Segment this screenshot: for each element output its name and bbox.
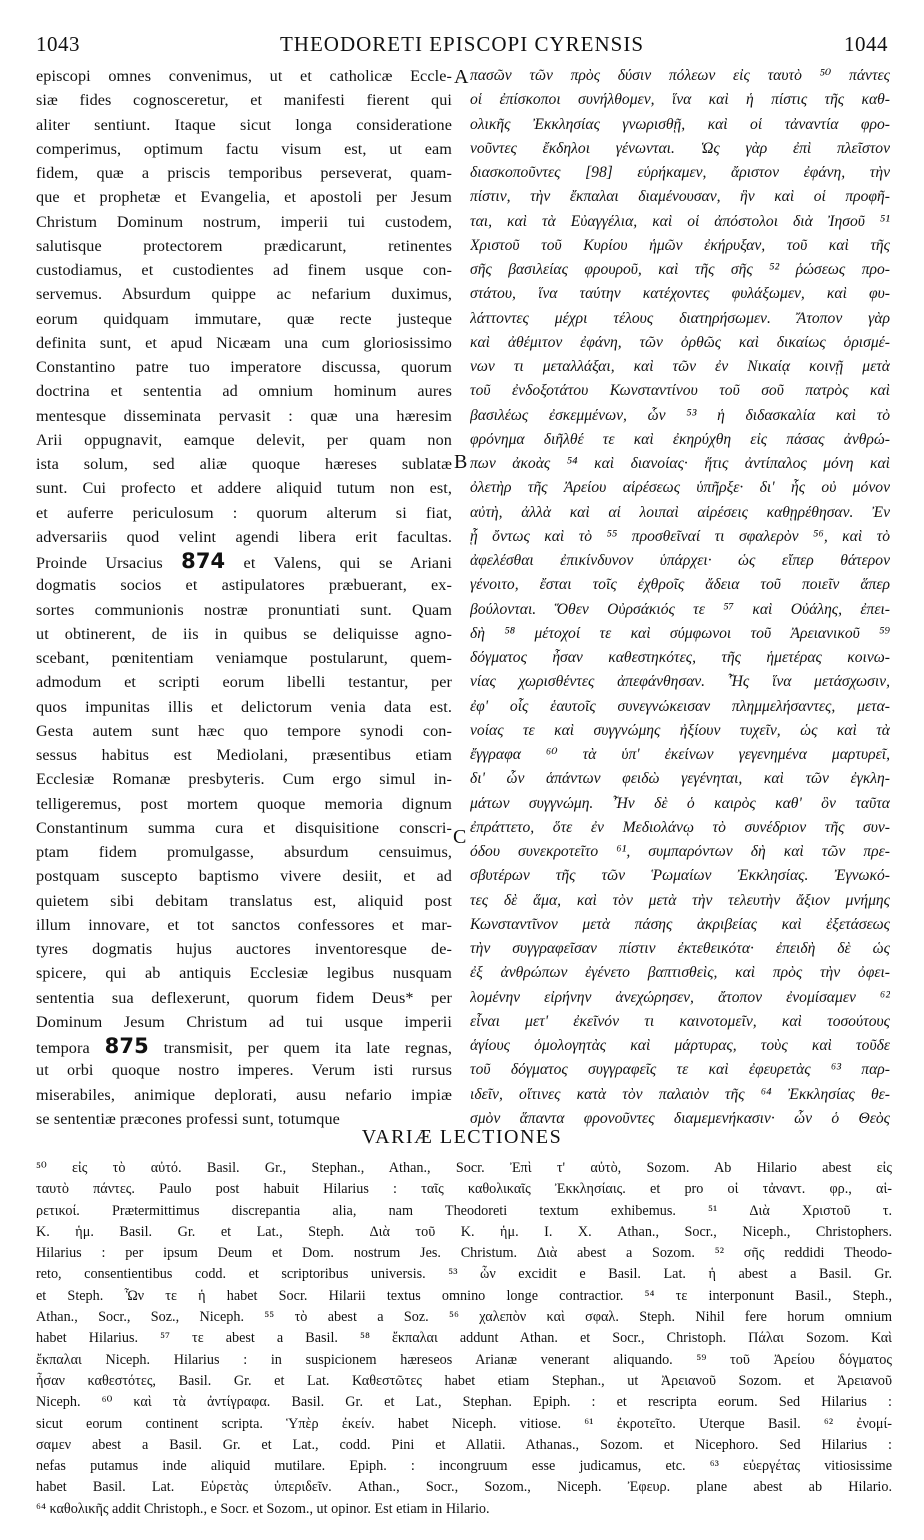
- latin-text-line: tyres dogmatis hujus auctores inventoresque de-: [36, 940, 452, 958]
- greek-text-line: λάττοντες μέχρι τέλους διατηρήσωμεν. Ἄτοπον γὰρ: [470, 309, 890, 327]
- variae-lectiones-notes: [36, 1158, 892, 1520]
- greek-text-line: ἀφελέσθαι ἐπικίνδυνον ὑπάρχει· ὡς εἴπερ θάτερον: [470, 552, 890, 569]
- latin-text-line: aliter sentiunt. Itaque sicut longa consideratione: [36, 115, 452, 134]
- greek-text-line: γένοιτο, ἔσται τοῖς ἐχθροῖς ἄδεια τοῦ ποιεῖν ἅπερ: [470, 576, 890, 594]
- margin-marker-b: B: [454, 451, 468, 473]
- variant-note-line: Hilarius : per ipsum Deum et Dom. nostrum Jes. Christum. Διὰ abest a Sozom. ⁵² σῆς reddidi Theodo-: [36, 1245, 892, 1262]
- latin-text-line: ista solum, sed aliæ quoque hæreses sublatæ: [36, 455, 452, 473]
- text-run: transmisit, per quem ita late regnas,: [148, 1039, 452, 1057]
- greek-text-line: καὶ ἀθέμιτον ἐφάνη, τῶν ὀρθῶς καὶ δικαίως ὁρισμέ-: [470, 333, 890, 351]
- latin-text-line: sententia sua deflexerunt, quorum fidem Deus* per: [36, 988, 452, 1007]
- greek-text-line: διασκοποῦντες [98] εὑρήκαμεν, ἄριστον ἐφάνη, τὴν: [470, 164, 890, 181]
- latin-text-line: ut obtinerent, de iis in quibus se deliquisse agno-: [36, 624, 452, 643]
- greek-text-line: πων ἀκοὰς ⁵⁴ καὶ διανοίας· ἥτις ἀντίπαλος μόνη καὶ: [470, 455, 890, 472]
- column-number-marker: 874: [181, 549, 226, 573]
- variant-note-line: ἦσαν καθεστότες, Basil. Gr. et Lat. Καθεστῶτες habet etiam Stephan., ut Ἀρειανοῦ Sozom. et Ἀρειανοῦ: [36, 1372, 892, 1389]
- greek-text-line: εἶναι μετ' ἐκεῖνόν τι καινοτομεῖν, καὶ τοσούτους: [470, 1012, 890, 1030]
- greek-text-line: πίστιν, τὴν ἔκπαλαι διαμένουσαν, ἣν καὶ οἱ προφῆ-: [470, 188, 890, 206]
- greek-text-line: τοῦ ἐνδοξοτάτου Κωνσταντίνου τοῦ σοῦ πατρὸς καὶ: [470, 382, 890, 400]
- latin-text-line: [36, 549, 452, 573]
- latin-text-line: que et prophetæ et Evangelia, et apostoli per Jesum: [36, 188, 452, 207]
- latin-text-line: eorum quidquam immutare, quæ recte justeque: [36, 309, 452, 328]
- variant-note-line: ταυτὸ πάντες. Paulo post habuit Hilarius : ταῖς καθολικαῖς Ἐκκλησίαις. et pro οἱ τἀναντ. φρ., αἱ-: [36, 1181, 892, 1198]
- latin-text-line: scebant, pœnitentiam veniamque postularunt, quem-: [36, 649, 452, 667]
- greek-text-line: ἔγγραφα ⁶⁰ τὰ ὑπ' ἐκείνων γεγενημένα μαρτυρεῖ,: [470, 746, 890, 763]
- greek-text-line: τες δὲ ἅμα, καὶ τὸν μετὰ τὴν τελευτὴν ἄξιον μνήμης: [470, 891, 890, 909]
- page-title: THEODORETI EPISCOPI CYRENSIS: [279, 32, 645, 56]
- latin-text-line: Constantinum summa cura et disquisitione conscri-: [36, 818, 452, 837]
- latin-text-line: telligeremus, post mortem quoque memoria dignum: [36, 794, 452, 813]
- greek-text-line: τὴν συγγραφεῖσαν πίστιν ἐκτεθεικότα· ἐπειδὴ δὲ ὡς: [470, 940, 890, 957]
- running-head: [36, 32, 888, 58]
- latin-text-line: miserabiles, animique deplorati, ausu nefario impiæ: [36, 1085, 452, 1104]
- greek-text-line: μάτων συγγνώμη. Ἦν δὲ ὁ καιρὸς καθ' ὃν ταῦτα: [470, 794, 890, 812]
- text-run: tempora: [36, 1039, 105, 1057]
- page-number-right: 1044: [844, 32, 888, 56]
- greek-text-line: φρόνημα διῆλθέ τε καὶ ἐκηρύχθη εἰς πάσας ἀνθρώ-: [470, 430, 890, 448]
- latin-text-line: ptam fidem promulgasse, absurdum censuimus,: [36, 843, 452, 861]
- greek-text-line: δι' ὧν ἁπάντων φειδὼ γεγένηται, καὶ τῶν ἐγκλη-: [470, 770, 890, 788]
- greek-text-line: ὀλετὴρ τῆς Ἀρείου αἱρέσεως ὑπῆρξε· δι' ἧς οὐ μόνον: [470, 479, 890, 497]
- greek-text-line: σβυτέρων τῆς τῶν Ῥωμαίων Ἐκκλησίας. Ἐγνωκό-: [470, 867, 890, 885]
- latin-text-line: ut orbi quoque nostro imperes. Verum isti rursus: [36, 1061, 452, 1080]
- greek-text-line: νίας χωρισθέντες ἀπεφάνθησαν. Ἧς ἵνα μετάσχωσιν,: [470, 673, 890, 691]
- latin-text-line: dogmatis socios et astipulatores præbuerant, ex-: [36, 576, 452, 595]
- greek-text-column: [470, 64, 890, 1131]
- variant-note-line: habet Hilarius. ⁵⁷ τε abest a Basil. ⁵⁸ ἔκπαλαι addunt Athan. et Socr., Christoph. Πάλαι Sozom. Καὶ: [36, 1330, 892, 1347]
- latin-text-column: [36, 64, 452, 1131]
- greek-text-line: Χριστοῦ τοῦ Κυρίου ἡμῶν ἐκήρυξαν, τοῦ καὶ τῆς: [470, 236, 890, 254]
- latin-text-line: quietem sibi debitam translatus est, aliquid post: [36, 891, 452, 910]
- variant-note-line: ἔκπαλαι Niceph. Hilarius : in suspicionem hæreseos Arianæ venerant aliquando. ⁵⁹ τοῦ Ἀρείου δόγματος: [36, 1351, 892, 1368]
- greek-text-line: νων τι μεταλλάξαι, καὶ τῶν ἐν Νικαίᾳ κοινῇ μετὰ: [470, 358, 890, 375]
- latin-text-line: admodum et scripti eorum libelli testantur, per: [36, 673, 452, 692]
- latin-text-line: et auferre periculosum : quorum alterum si fiat,: [36, 503, 452, 522]
- latin-text-line: sortes communionis nostræ pronuntiati sunt. Quam: [36, 600, 452, 619]
- latin-text-line: sunt. Cui profecto et addere aliquid tutum non est,: [36, 479, 452, 498]
- greek-text-line: όδου συνεκροτεῖτο ⁶¹, συμπαρόντων δὴ καὶ τῶν πρε-: [470, 843, 890, 860]
- latin-text-line: adversariis quod velint agendi libera erit facultas.: [36, 527, 452, 546]
- latin-text-line: Christum Dominum nostrum, imperii tui custodem,: [36, 212, 452, 231]
- latin-text-line: postquam suscepto baptismo vivere desiit, et ad: [36, 867, 452, 886]
- latin-text-line: spicere, qui ab antiquis Ecclesiæ legibus nusquam: [36, 964, 452, 983]
- latin-text-line: doctrina et sententia ad omnium hominum aures: [36, 382, 452, 401]
- greek-text-line: ιδεῖν, οἵτινες κατὰ τὸν παλαιὸν τῆς ⁶⁴ Ἐκκλησίας θε-: [470, 1085, 890, 1103]
- greek-text-line: στάτου, ἵνα ταύτην κατέχοντες φυλάξωμεν, καὶ φυ-: [470, 285, 890, 303]
- variant-note-line: habet Basil. Lat. Εὑρετὰς ὑπεριδεῖν. Athan., Socr., Sozom., Niceph. Ἐφευρ. plane abest ab Hilario.: [36, 1479, 892, 1496]
- greek-text-line: ολικῆς Ἐκκλησίας γνωρισθῇ, καὶ οἱ τἀναντία φρο-: [470, 115, 890, 133]
- greek-text-line: τοῦ δόγματος συγγραφεῖς τε καὶ ἐφευρετὰς ⁶³ παρ-: [470, 1061, 890, 1079]
- text-run: et Valens, qui se Ariani: [225, 554, 452, 572]
- greek-text-line: ᾗ ὄντως καὶ τὸ ⁵⁵ προσθεῖναί τι σφαλερὸν ⁵⁶, καὶ τὸ: [470, 527, 890, 545]
- latin-text-line: mentesque disseminata pervasit : quæ una hæresim: [36, 406, 452, 425]
- variant-note-line: ⁵⁰ εἰς τὸ αὐτό. Basil. Gr., Stephan., Athan., Socr. Ἐπὶ τ' αὐτὸ, Sozom. Ab Hilario abest εἰς: [36, 1160, 892, 1176]
- greek-text-line: νοίας τε καὶ συγγνώμης ἠξίουν τυχεῖν, ὡς καὶ τὰ: [470, 721, 890, 739]
- greek-text-line: ἐξ ἀνθρώπων ἐγένετο βαπτισθεὶς, καὶ πρὸς τὴν ὀφει-: [470, 964, 890, 982]
- latin-text-line: salutisque protectorem prædicarunt, retinentes: [36, 236, 452, 255]
- variant-note-line: reto, consentientibus codd. et scriptoribus universis. ⁵³ ὧν excidit e Basil. Lat. ἡ abest a Basil. Gr.: [36, 1266, 892, 1283]
- text-run: Proinde Ursacius: [36, 554, 182, 572]
- page-number-left: 1043: [36, 32, 80, 56]
- greek-text-line: Κωνσταντῖνον μετὰ πάσης ἀκριβείας καὶ ἐξετάσεως: [470, 915, 890, 933]
- column-number-marker: 875: [104, 1034, 149, 1058]
- variant-note-line: et Steph. Ὧν τε ἡ habet Socr. Hilarii textus omnino longe contractior. ⁵⁴ τε interponunt Basil., Steph.,: [36, 1287, 892, 1304]
- variant-note-line: Κ. ἡμ. Basil. Gr. et Lat., Steph. Διὰ τοῦ Κ. ἡμ. Ι. Χ. Athan., Socr., Niceph., Christophers.: [36, 1223, 892, 1240]
- latin-text-line: episcopi omnes convenimus, ut et catholicæ Eccle-: [36, 67, 452, 85]
- variant-note-line: Niceph. ⁶⁰ καὶ τὰ ἀντίγραφα. Basil. Gr. et Lat., Stephan. Epiph. : et rescripta eorum. Sed Hilarius :: [36, 1394, 892, 1411]
- variant-note-line: nefas putamus inde aliquid mutilare. Epiph. : incongruum esse judicamus, etc. ⁶³ εὐεργέτας vitiosissime: [36, 1458, 892, 1475]
- margin-marker-a: A: [454, 66, 469, 88]
- greek-text-line: ἐπράττετο, ὅτε ἐν Μεδιολάνῳ τὸ συνέδριον τῆς συν-: [470, 818, 890, 836]
- latin-text-line: fidem, quæ a priscis temporibus perseverat, quam-: [36, 164, 452, 182]
- greek-text-line: σῆς βασιλείας φρουροῦ, καὶ τῆς σῆς ⁵² ῥώσεως προ-: [470, 261, 890, 278]
- variant-note-line: Athan., Socr., Soz., Niceph. ⁵⁵ τὸ abest a Soz. ⁵⁶ χαλεπὸν καὶ σφαλ. Steph. Nihil fere horum omnium: [36, 1309, 892, 1326]
- greek-text-line: σμὸν ἅπαντα φρονοῦντες διαμεμενήκασιν· ὧν ὁ Θεὸς: [470, 1109, 890, 1127]
- greek-text-line: βούλονται. Ὅθεν Οὐρσάκιός τε ⁵⁷ καὶ Οὐάλης, ἐπει-: [470, 600, 890, 618]
- greek-text-line: ἐφ' οἷς ἑαυτοῖς συνεγνώκεισαν πλημμελήσαντες, μετα-: [470, 697, 890, 715]
- greek-text-line: βασιλέως ἐσκεμμένων, ὧν ⁵³ ἡ διδασκαλία καὶ τὸ: [470, 406, 890, 424]
- latin-text-line: servemus. Absurdum quippe ac nefarium duximus,: [36, 285, 452, 304]
- greek-text-line: δόγματος ἦσαν καθεστηκότες, τῆς ἡμετέρας κοινω-: [470, 649, 890, 666]
- greek-text-line: αὐτὴ, ἀλλὰ καὶ αἱ λοιπαὶ αἱρέσεις καθῃρέθησαν. Ἐν: [470, 503, 890, 521]
- variant-note-line: σαμεν abest a Basil. Gr. et Lat., codd. Pini et Allatii. Athanas., Sozom. et Nicephoro. Sed Hilarius :: [36, 1436, 892, 1453]
- greek-text-line: λομένην εἰρήνην ἀνεχώρησεν, ἄτοπον ἐνομίσαμεν ⁶²: [470, 988, 890, 1006]
- greek-text-line: ἁγίους ὁμολογητὰς καὶ μάρτυρας, τοὺς καὶ τοῦδε: [470, 1037, 890, 1054]
- variant-note-line: ρετικοί. Prætermittimus discrepantia alia, nam Theodoreti textum exhibemus. ⁵¹ Διὰ Χριστοῦ τ.: [36, 1202, 892, 1219]
- latin-text-line: se sententiæ præcones professi sunt, totumque: [36, 1109, 340, 1128]
- greek-text-line: ται, καὶ τὰ Εὐαγγέλια, καὶ οἱ ἀπόστολοι διὰ Ἰησοῦ ⁵¹: [470, 212, 890, 230]
- latin-text-line: quos impunitas illis et delictorum venia data est.: [36, 697, 452, 716]
- greek-text-line: πασῶν τῶν πρὸς δύσιν πόλεων εἰς ταυτὸ ⁵⁰ πάντες: [470, 67, 890, 84]
- latin-text-line: [36, 1034, 452, 1058]
- latin-text-line: definita sunt, et apud Nicæam una cum gloriosissimo: [36, 333, 452, 352]
- greek-text-line: δὴ ⁵⁸ μέτοχοί τε καὶ σύμφωνοι τοῦ Ἀρειανικοῦ ⁵⁹: [470, 624, 890, 642]
- greek-text-line: οἱ ἐπίσκοποι συνήλθομεν, ἵνα καὶ ἡ πίστις τῆς καθ-: [470, 91, 890, 109]
- variae-lectiones-heading: VARIÆ LECTIONES: [361, 1126, 563, 1148]
- latin-text-line: Arii oppugnavit, eamque delevit, per quam non: [36, 430, 452, 449]
- latin-text-line: comperimus, optimum factu visum est, ut eam: [36, 139, 452, 158]
- latin-text-line: siæ fides cognosceretur, et manifesti fierent qui: [36, 91, 452, 110]
- margin-marker-c: C: [453, 826, 467, 848]
- latin-text-line: Dominum Jesum Christum ad tui usque imperii: [36, 1012, 452, 1031]
- variant-note-line: ⁶⁴ καθολικῆς addit Christoph., e Socr. et Sozom., ut opinor. Est etiam in Hilario.: [36, 1500, 490, 1517]
- greek-text-line: νοῦντες ἔκδηλοι γένωνται. Ὡς γὰρ ἐπὶ πλεῖστον: [470, 139, 890, 157]
- latin-text-line: sessus habitus est Mediolani, præsentibus etiam: [36, 746, 452, 764]
- variant-note-line: sicut eorum continent scripta. Ὑπὲρ ἐκείν. habet Niceph. vitiose. ⁶¹ ἐκροτεῖτο. Uterque Basil. ⁶² ἐνομί-: [36, 1415, 892, 1432]
- latin-text-line: Ecclesiæ Romanæ presbyteris. Cum ergo simul in-: [36, 770, 452, 789]
- latin-text-line: Gesta autem sunt hæc quo tempore synodi con-: [36, 721, 452, 740]
- latin-text-line: Constantino patre tuo imperatore discussa, quorum: [36, 358, 452, 376]
- latin-text-line: custodiamus, et custodientes ad finem usque con-: [36, 261, 452, 279]
- latin-text-line: illum innovare, et tot sanctos confessores et mar-: [36, 915, 452, 934]
